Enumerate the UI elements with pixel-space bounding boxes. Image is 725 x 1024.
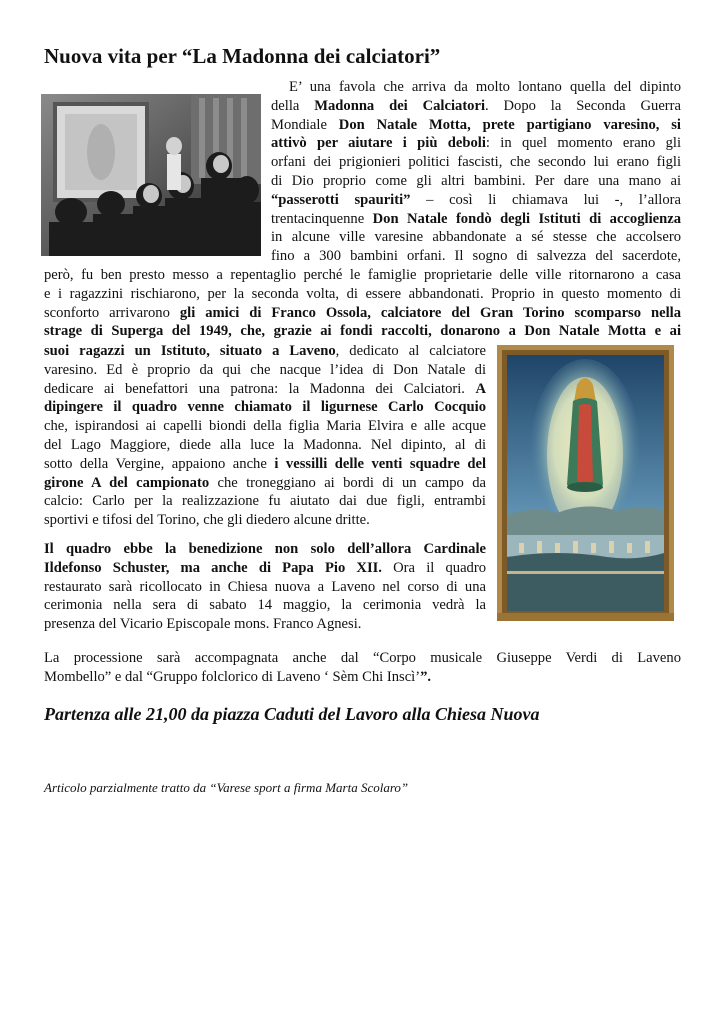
text-line: del Lago Maggiore, diede alla luce la Madonna. Nel dipinto, al di — [44, 436, 486, 453]
text-line: fino a 300 bambini orfani. Il sogno di salvezza del sacerdote, — [271, 248, 681, 265]
paragraph-painting — [44, 342, 486, 530]
text-line: calcio: Carlo per la realizzazione fu aiutato dai due figli, entrambi — [44, 493, 486, 510]
paragraph-full-width — [44, 266, 681, 341]
text-line: presenza del Vicario Episcopale mons. Franco Agnesi. — [44, 616, 362, 633]
text-line: dedicare ai benefattori una patrona: la Madonna dei Calciatori. — [44, 380, 476, 397]
bold-text: ”. — [420, 668, 432, 685]
madonna-painting-illustration — [497, 345, 674, 621]
departure-headline: Partenza alle 21,00 da piazza Caduti del Lavoro alla Chiesa Nuova — [44, 704, 540, 724]
bold-text: suoi ragazzi un Istituto, situato a Laveno — [44, 343, 336, 359]
text-line: che, ispirandosi ai capelli biondi della figlia Maria Elvira e alle acque — [44, 418, 486, 435]
bold-text: Don Natale Motta, prete partigiano varesino, si — [338, 116, 681, 133]
text-line: cerimonia nella sera di sabato 14 maggio, la cerimonia vedrà la — [44, 597, 486, 614]
text-line: – così li chiamava lui -, l’allora — [410, 191, 681, 208]
bold-text: strage di Superga del 1949, che, grazie ai fondi raccolti, donarono a Don Natale Motta e ai — [44, 323, 681, 340]
bold-text: gli amici di Franco Ossola, calciatore del Gran Torino scomparso nella — [179, 304, 681, 321]
text-line: Ora il quadro — [381, 559, 486, 576]
bold-text: girone A del campionato — [44, 474, 210, 491]
text-line: , dedicato al calciatore — [335, 343, 487, 359]
text-line: sconforto arrivarono — [44, 304, 180, 321]
text-line: : in quel momento erano gli — [485, 135, 681, 152]
bold-text: dipingere il quadro venne chiamato il ligurnese Carlo Cocquio — [44, 399, 486, 416]
paragraph-blessing — [44, 540, 486, 634]
text-line: varesino. Ed è proprio da qui che nacque l’idea di Don Natale di — [44, 361, 486, 378]
bold-text: Il quadro ebbe la benedizione non solo dell’allora Cardinale — [44, 541, 486, 557]
text-line: trentacinquenne — [271, 210, 373, 227]
text-line: in alcune ville varesine abbandonate a sé stesse che accolsero — [271, 229, 681, 246]
text-line: della — [271, 97, 315, 114]
text-line: sotto della Vergine, appaiono anche — [44, 455, 275, 472]
bold-text: Don Natale fondò degli Istituti di accoglienza — [372, 210, 681, 227]
crowd-photo-illustration — [41, 94, 261, 256]
text-line: che troneggiano ai bordi di un campo da — [209, 474, 486, 491]
archival-photo — [41, 94, 261, 256]
bold-text: Ildefonso Schuster, ma anche di Papa Pio XII. — [44, 559, 382, 576]
text-line: Mombello” e dal “Gruppo folclorico di Laveno ‘ Sèm Chi Inscì’ — [44, 668, 421, 685]
paragraph-intro — [271, 78, 681, 266]
bold-text: A — [475, 380, 486, 397]
text-line: E’ una favola che arriva da molto lontano quella del dipinto — [289, 79, 681, 95]
bold-text: “passerotti spauriti” — [271, 191, 411, 208]
bold-text: attivò per aiutare i più deboli — [271, 135, 486, 152]
paragraph-procession — [44, 649, 681, 687]
text-line: . Dopo la Seconda Guerra — [485, 97, 681, 114]
text-line: restaurato sarà ricollocato in Chiesa nuova a Laveno nel corso di una — [44, 578, 486, 595]
text-line: orfani dei prigionieri politici fascisti, che secondo lui erano figli — [271, 154, 681, 171]
article-title: Nuova vita per “La Madonna dei calciatori” — [44, 44, 441, 68]
madonna-painting — [497, 345, 674, 621]
text-line: La processione sarà accompagnata anche dal “Corpo musicale Giuseppe Verdi di Laveno — [44, 650, 681, 666]
text-line: e i ragazzini rischiarono, per la seconda volta, di essere abbandonati. Proprio in questo momento di — [44, 285, 681, 302]
bold-text: Madonna dei Calciatori — [314, 97, 486, 114]
article-credit: Articolo parzialmente tratto da “Varese sport a firma Marta Scolaro” — [44, 780, 409, 795]
text-line: Mondiale — [271, 116, 339, 133]
text-line: però, fu ben presto messo a repentaglio perché le famiglie proprietarie delle ville ritornarono a casa — [44, 267, 681, 283]
bold-text: i vessilli delle venti squadre del — [274, 455, 486, 472]
text-line: sportivi e tifosi del Torino, che gli diedero alcune dritte. — [44, 512, 370, 529]
text-line: di Dio proprio come gli altri bambini. Per dare una mano ai — [271, 172, 681, 189]
